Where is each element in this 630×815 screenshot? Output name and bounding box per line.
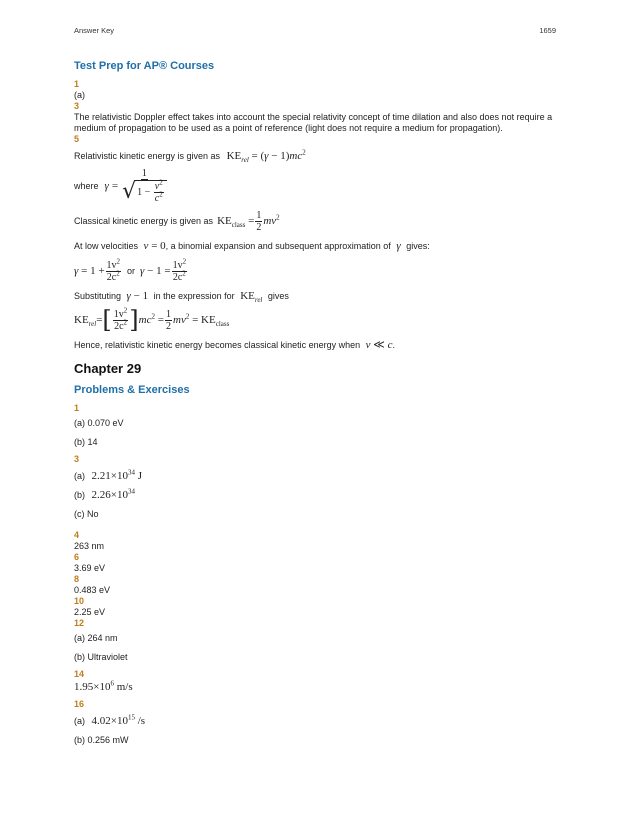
problem-answer: (b) Ultraviolet	[74, 652, 128, 662]
problem-answer: (a) 264 nm	[74, 633, 118, 643]
problem-answer: (a) $2.21\times 10^{34}$ J	[74, 468, 143, 482]
question-number: 1	[74, 79, 80, 89]
problem-answer: 0.483 eV	[74, 585, 111, 595]
answer-text: (a)	[74, 90, 85, 100]
substituted-equation: $KE_{rel}=$ [ $\frac{1v^2}{2c^2}$ ] $mc^2$ = $\frac{1}{2}$ $mv^2 = KE_{class}$	[74, 306, 230, 334]
problem-number: 3	[74, 454, 80, 464]
running-header-left: Answer Key	[74, 26, 115, 35]
classical-ke-line: Classical kinetic energy is given as $KE_{class}$ = $\frac{1}{2}$ $mv^2$	[74, 210, 280, 233]
equation-ke-rel: $KE_{rel} = (\gamma - 1)mc^2$	[226, 148, 306, 165]
conclusion-line: Hence, relativistic kinetic energy becomes classical kinetic energy when v ≪ c.	[74, 339, 395, 351]
square-root: √ 1 − $\frac{v^2}{c^2}$	[122, 180, 167, 204]
question-number: 5	[74, 134, 80, 144]
gamma-definition: where γ = 1 √ 1 − $\frac{v^2}{c^2}$	[74, 168, 564, 204]
problem-answer: (a) $4.02\times 10^{15}$ /s	[74, 713, 146, 727]
problem-answer: 2.25 eV	[74, 607, 106, 617]
problem-answer: (b) $2.26\times 10^{34}$	[74, 487, 135, 501]
problem-number: 1	[74, 403, 80, 413]
problem-answer: 3.69 eV	[74, 563, 106, 573]
problem-number: 10	[74, 596, 85, 606]
problem-number: 14	[74, 669, 85, 679]
problem-number: 4	[74, 530, 80, 540]
problem-number: 16	[74, 699, 85, 709]
answer-key-content	[74, 60, 564, 746]
problem-answer: $1.95\times 10^6$ m/s	[74, 679, 133, 693]
problem-number: 8	[74, 574, 80, 584]
problem-answer: (c) No	[74, 509, 99, 519]
question-number: 3	[74, 101, 80, 111]
section-title-problems: Problems & Exercises	[74, 384, 190, 396]
chapter-title: Chapter 29	[74, 361, 142, 376]
page-number: 1659	[539, 26, 556, 35]
fraction: 1 √ 1 − $\frac{v^2}{c^2}$	[121, 168, 168, 204]
problem-answer: (b) 14	[74, 437, 98, 447]
low-velocity-line: At low velocities v = 0, a binomial expansion and subsequent approximation of γ gives:	[74, 240, 430, 252]
problem-number: 12	[74, 618, 85, 628]
substitution-line: Substituting γ − 1 in the expression for $KE_{rel}$ gives	[74, 290, 289, 305]
problem-answer: (b) 0.256 mW	[74, 735, 129, 745]
gamma-approximation: γ = 1 + $\frac{1v^2}{2c^2}$ or γ − 1 = $\frac{1v^2}{2c^2}$	[74, 257, 187, 283]
problem-number: 6	[74, 552, 80, 562]
problem-answer: (a) 0.070 eV	[74, 418, 124, 428]
problem-answer: 263 nm	[74, 541, 105, 551]
relativistic-ke-line: Relativistic kinetic energy is given as $KE_{rel} = (\gamma - 1)mc^2$	[74, 148, 306, 165]
answer-text: The relativistic Doppler effect takes into account the special relativity concept of time dilation and also does not require a medium of propagation to be used as a point of reference (light does not require a medium for propagation).	[74, 112, 553, 133]
section-title-test-prep: Test Prep for AP® Courses	[74, 60, 215, 72]
equation-ke-class: $KE_{class}$ =	[217, 215, 255, 230]
